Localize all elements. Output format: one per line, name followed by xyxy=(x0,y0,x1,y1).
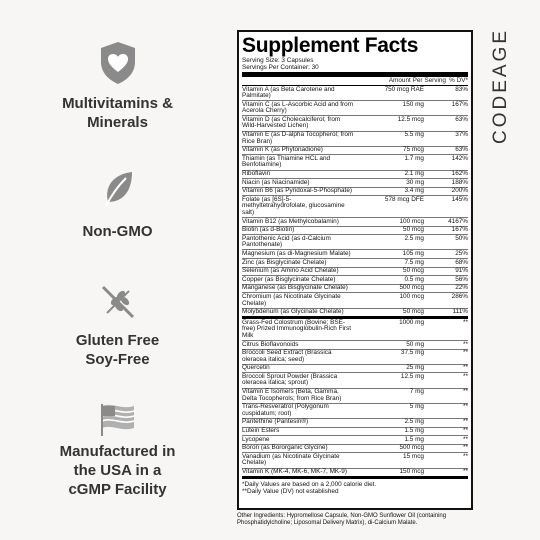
nutrient-dv: ** xyxy=(463,388,468,396)
nutrient-dv: 25% xyxy=(455,249,468,257)
nutrient-amount: 100 mcg xyxy=(399,292,424,300)
nutrient-name: Quercetin xyxy=(242,364,270,372)
nutrient-name: Broccoli Sprout Powder (Brassica oleracea italica; sprout) xyxy=(242,372,338,387)
nutrient-name: Trans-Resveratrol (Polygonum cuspidatum; root) xyxy=(242,403,329,417)
nutrient-dv: 37% xyxy=(455,131,468,139)
nutrient-amount: 12.5 mcg xyxy=(397,115,424,123)
brand-logo xyxy=(486,27,511,150)
nutrient-dv: ** xyxy=(463,418,468,426)
table-row xyxy=(242,132,468,147)
nutrient-dv: ** xyxy=(463,468,468,475)
table-row xyxy=(242,86,468,101)
table-row xyxy=(242,250,468,259)
nutrient-amount: 37.5 mg xyxy=(400,349,424,357)
nutrient-dv: ** xyxy=(463,349,468,357)
nutrient-amount: 7.5 mg xyxy=(404,258,424,266)
nutrient-dv: 63% xyxy=(455,146,468,154)
nutrient-name: Zinc (as Bisglycinate Chelate) xyxy=(242,258,327,266)
table-header xyxy=(242,72,468,86)
nutrient-dv: ** xyxy=(463,452,468,460)
nutrient-name: Lutein Esters xyxy=(242,427,280,435)
feature-label: Minerals xyxy=(87,114,148,131)
nutrient-name: Copper (as Bisglycinate Chelate) xyxy=(242,275,336,283)
feature-label: the USA in a xyxy=(73,462,162,479)
table-row xyxy=(242,101,468,116)
nutrient-name: Lycopene xyxy=(242,435,270,443)
table-row xyxy=(242,227,468,236)
feature-multivitamins xyxy=(0,40,235,132)
nutrient-dv: ** xyxy=(463,364,468,372)
feature-gluten-free xyxy=(0,283,235,369)
nutrient-name: Vitamin B12 (as Methylcobalamin) xyxy=(242,217,339,225)
nutrient-dv: 56% xyxy=(455,275,468,283)
nutrient-name: Biotin (as d-Biotin) xyxy=(242,226,295,234)
nutrient-amount: 15 mcg xyxy=(403,452,424,460)
feature-label: cGMP Facility xyxy=(68,481,167,498)
nutrient-dv: 22% xyxy=(455,284,468,292)
nutrient-dv: ** xyxy=(463,435,468,443)
dv-header: % DV* xyxy=(449,77,468,84)
feature-non-gmo xyxy=(0,168,235,241)
nutrient-amount: 25 mg xyxy=(406,364,424,372)
table-row xyxy=(242,155,468,170)
facts-rows xyxy=(242,86,468,479)
nutrient-name: Niacin (as Niacinamide) xyxy=(242,178,310,186)
nutrient-dv: 167% xyxy=(451,226,468,234)
nutrient-dv: 162% xyxy=(451,170,468,178)
table-row xyxy=(242,469,468,480)
nutrient-amount: 50 mg xyxy=(406,340,424,348)
nutrient-amount: 1.5 mg xyxy=(404,427,424,435)
nutrient-amount: 5 mg xyxy=(409,403,424,411)
table-row xyxy=(242,373,468,388)
table-row xyxy=(242,171,468,180)
nutrient-name: Molybdenum (as Glycinate Chelate) xyxy=(242,308,344,316)
nutrient-name: Vitamin C (as L-Ascorbic Acid and from Acerola Cherry) xyxy=(242,100,354,115)
nutrient-name: Vanadium (as Nicotinate Glycinate Chelate) xyxy=(242,452,340,467)
nutrient-amount: 150 mg xyxy=(402,100,424,108)
nutrient-name: Manganese (as Bisglycinate Chelate) xyxy=(242,284,348,292)
nutrient-dv: ** xyxy=(463,427,468,435)
supplement-facts-panel xyxy=(237,30,473,510)
feature-made-in-usa xyxy=(0,402,235,499)
nutrient-dv: ** xyxy=(463,340,468,348)
nutrient-amount: 150 mcg xyxy=(399,468,424,475)
nutrient-name: Vitamin B6 (as Pyridoxal-5-Phosphate) xyxy=(242,187,352,195)
nutrient-name: Magnesium (as di-Magnesium Malate) xyxy=(242,249,351,257)
nutrient-amount: 7 mg xyxy=(409,388,424,396)
nutrient-amount: 75 mcg xyxy=(403,146,424,154)
nutrient-amount: 0.5 mg xyxy=(404,275,424,283)
table-row xyxy=(242,268,468,277)
nutrient-name: Vitamin D (as Cholecalciferol; from Wild-Harvested Lichen) xyxy=(242,115,341,130)
table-row xyxy=(242,293,468,308)
nutrient-amount: 1.5 mg xyxy=(404,435,424,443)
nutrient-name: Vitamin K (MK-4, MK-6, MK-7, MK-9) xyxy=(242,468,347,475)
nutrient-name: Selenium (as Amino Acid Chelate) xyxy=(242,267,339,275)
table-row xyxy=(242,350,468,365)
nutrient-name: Riboflavin xyxy=(242,170,271,178)
nutrient-amount: 500 mcg xyxy=(399,444,424,452)
table-row xyxy=(242,428,468,437)
nutrient-amount: 578 mcg DFE xyxy=(384,195,424,203)
servings-per-container: Servings Per Container: 30 xyxy=(242,64,319,71)
panel-title: Supplement Facts xyxy=(242,34,419,57)
table-row xyxy=(242,453,468,468)
nutrient-dv: 63% xyxy=(455,115,468,123)
us-flag-icon xyxy=(98,402,138,438)
nutrient-name: Pantethine (Pantesin®) xyxy=(242,418,309,426)
nutrient-amount: 50 mcg xyxy=(403,308,424,316)
nutrient-amount: 105 mg xyxy=(402,249,424,257)
nutrient-amount: 3.4 mg xyxy=(404,187,424,195)
nutrient-amount: 2.5 mg xyxy=(404,418,424,426)
nutrient-name: Chromium (as Nicotinate Glycinate Chelate) xyxy=(242,292,341,307)
amount-header: Amount Per Serving xyxy=(388,77,446,84)
nutrient-dv: 200% xyxy=(451,187,468,195)
brand-name: CODEAGE xyxy=(490,27,511,145)
no-wheat-icon xyxy=(99,283,137,321)
nutrient-amount: 750 mcg RAE xyxy=(384,85,424,93)
feature-label: Manufactured in xyxy=(59,443,176,460)
other-ingredients: Other Ingredients: Hypromellose Capsule, Non-GMO Sunflower Oil (containing Phosphatidylcholine; Liposomal Delivery Matrix), di-Calcium Malate. xyxy=(237,513,447,526)
nutrient-amount: 50 mcg xyxy=(403,226,424,234)
shield-heart-icon xyxy=(98,40,138,86)
nutrient-amount: 500 mcg xyxy=(399,284,424,292)
nutrient-name: Vitamin E (as D-alpha Tocopherol; from Rice Bran) xyxy=(242,131,354,145)
feature-label: Soy-Free xyxy=(85,351,150,368)
nutrient-dv: 188% xyxy=(451,178,468,186)
footnote-1: *Daily Values are based on a 2,000 calorie diet. xyxy=(242,481,377,489)
nutrient-dv: 111% xyxy=(452,308,468,316)
nutrient-amount: 30 mg xyxy=(406,178,424,186)
nutrient-dv: ** xyxy=(463,444,468,452)
table-row xyxy=(242,404,468,419)
nutrient-amount: 50 mcg xyxy=(403,267,424,275)
table-row xyxy=(242,319,468,341)
nutrient-dv: ** xyxy=(463,318,468,326)
table-row xyxy=(242,196,468,218)
nutrient-dv: 145% xyxy=(451,195,468,203)
nutrient-name: Vitamin E Isomers (Beta, Gamma, Delta Tocopherols; from Rice Bran) xyxy=(242,388,342,402)
nutrient-dv: 68% xyxy=(455,258,468,266)
nutrient-name: Vitamin K (as Phytonadione) xyxy=(242,146,323,154)
nutrient-dv: 50% xyxy=(455,234,468,242)
table-row xyxy=(242,389,468,404)
nutrient-amount: 2.5 mg xyxy=(404,234,424,242)
nutrient-amount: 12.5 mg xyxy=(400,372,424,380)
feature-label: Non-GMO xyxy=(82,223,153,240)
nutrient-name: Broccoli Seed Extract (Brassica oleracea italica; seed) xyxy=(242,349,332,363)
nutrient-name: Grass-Fed Colostrum (Bovine; BSE-free) Prized Immunoglobulin-Rich First Milk xyxy=(242,318,352,339)
nutrient-amount: 1000 mg xyxy=(399,318,424,326)
nutrient-amount: 5.5 mg xyxy=(404,131,424,139)
nutrient-dv: 91% xyxy=(455,267,468,275)
nutrient-name: Pantothenic Acid (as d-Calcium Pantothenate) xyxy=(242,234,331,249)
feature-label: Multivitamins & xyxy=(62,95,173,112)
table-row xyxy=(242,235,468,250)
nutrient-amount: 2.1 mg xyxy=(404,170,424,178)
nutrient-amount: 100 mcg xyxy=(399,217,424,225)
feature-label: Gluten Free xyxy=(75,332,160,349)
table-row xyxy=(242,116,468,131)
nutrient-dv: 4167% xyxy=(448,217,468,225)
nutrient-name: Folate (as [6S]-5-methyltetrahydrofolate, glucosamine salt) xyxy=(242,195,345,216)
table-row xyxy=(242,309,468,320)
nutrient-dv: ** xyxy=(463,403,468,411)
nutrient-amount: 1.7 mg xyxy=(404,154,424,162)
features-column xyxy=(0,0,235,540)
nutrient-name: Thiamin (as Thiamine HCL and Benfotiamine) xyxy=(242,154,331,169)
nutrient-dv: 142% xyxy=(451,154,468,162)
footnote-2: **Daily Value (DV) not established xyxy=(242,488,339,496)
nutrient-name: Boron (as Bororganic Glycine) xyxy=(242,444,328,452)
nutrient-dv: 286% xyxy=(451,292,468,300)
nutrient-dv: 83% xyxy=(455,85,468,93)
serving-size: Serving Size: 3 Capsules xyxy=(242,57,314,64)
nutrient-dv: 167% xyxy=(451,100,468,108)
nutrient-name: Vitamin A (as Beta Carotene and Palmitate) xyxy=(242,85,335,100)
leaf-icon xyxy=(100,168,136,208)
nutrient-dv: ** xyxy=(463,372,468,380)
nutrient-name: Citrus Bioflavonoids xyxy=(242,340,299,348)
